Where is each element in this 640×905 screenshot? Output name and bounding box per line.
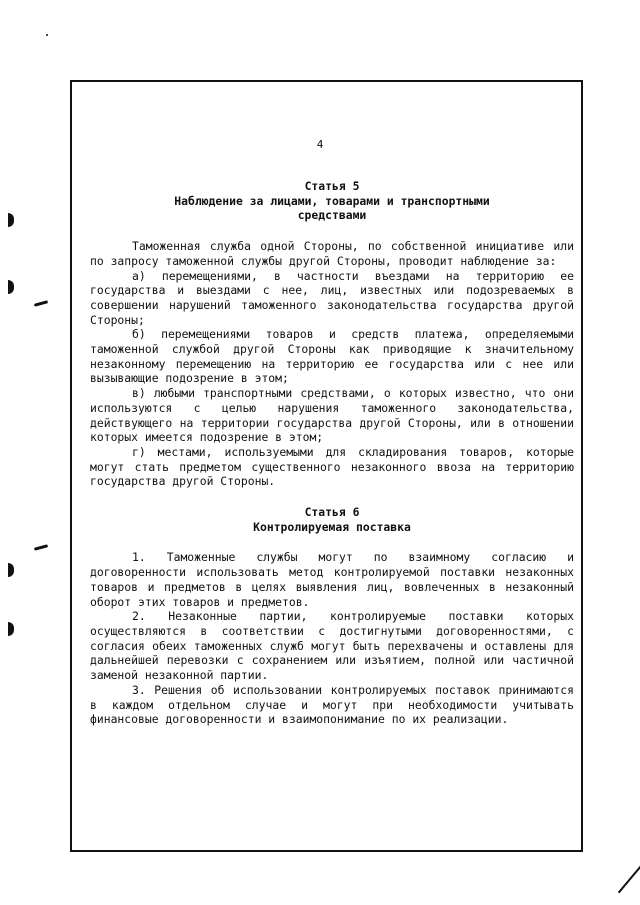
- article-6-title: Статья 6: [304, 505, 360, 520]
- punch-mark: [34, 544, 48, 551]
- article-5-item-v: в) любыми транспортными средствами, о которых известно, что они используются с целью нарушения таможенного законодательства, действующего на территории государства другой Стороны, или в отношении которых имеется подозрение в этом;: [90, 386, 574, 445]
- article-5-item-a: а) перемещениями, в частности въездами на территорию ее государства и выездами с нее, лиц, известных или подозреваемых в совершении нарушений таможенного законодательства государства другой Стороны;: [90, 268, 574, 327]
- article-6-paragraph-1: 1. Таможенные службы могут по взаимному согласию и договоренности использовать метод контролируемой поставки незаконных товаров и предметов в целях выявления лиц, вовлеченных в незаконный оборот этих товаров и предметов.: [90, 550, 574, 609]
- article-5-intro: Таможенная служба одной Стороны, по собственной инициативе или по запросу таможенной службы другой Стороны, проводит наблюдение за:: [90, 239, 574, 268]
- page-number: 4: [316, 138, 324, 151]
- article-5-subtitle-line-2: средствами: [297, 208, 367, 223]
- article-5-item-g: г) местами, используемыми для складирования товаров, которые могут стать предметом существенного незаконного ввоза на территорию государства другой Стороны.: [90, 444, 574, 489]
- article-5-item-b: б) перемещениями товаров и средств платежа, определяемыми таможенной службой другой Стороны как приводящие к значительному незаконному перемещению на территорию ее государства или с нее или вызывающие подозрение в этом;: [90, 327, 574, 386]
- article-5-subtitle-line-1: Наблюдение за лицами, товарами и транспортными: [174, 193, 490, 208]
- article-6-heading: [90, 505, 574, 534]
- punch-mark: [8, 622, 14, 636]
- article-6-subtitle: Контролируемая поставка: [253, 519, 411, 534]
- article-5-heading: [90, 179, 574, 223]
- punch-mark: [34, 300, 48, 307]
- page-corner-line: [618, 864, 640, 893]
- punch-mark: [8, 280, 14, 294]
- article-6-paragraph-2: 2. Незаконные партии, контролируемые поставки которых осуществляются в соответствии с достигнутыми договоренностями, с согласия обеих таможенных служб могут быть перехвачены и оставлены для дальнейшей перевозки с сохранением или изъятием, полной или частичной заменой незаконной партии.: [90, 609, 574, 683]
- article-5-title: Статья 5: [304, 179, 360, 193]
- punch-mark: [8, 213, 14, 227]
- document-body: [90, 179, 574, 727]
- article-6-paragraph-3: 3. Решения об использовании контролируемых поставок принимаются в каждом отдельном случае и могут при необходимости учитывать финансовые договоренности и взаимопонимание по их реализации.: [90, 682, 574, 727]
- scan-speck: [46, 34, 48, 36]
- punch-mark: [8, 563, 14, 577]
